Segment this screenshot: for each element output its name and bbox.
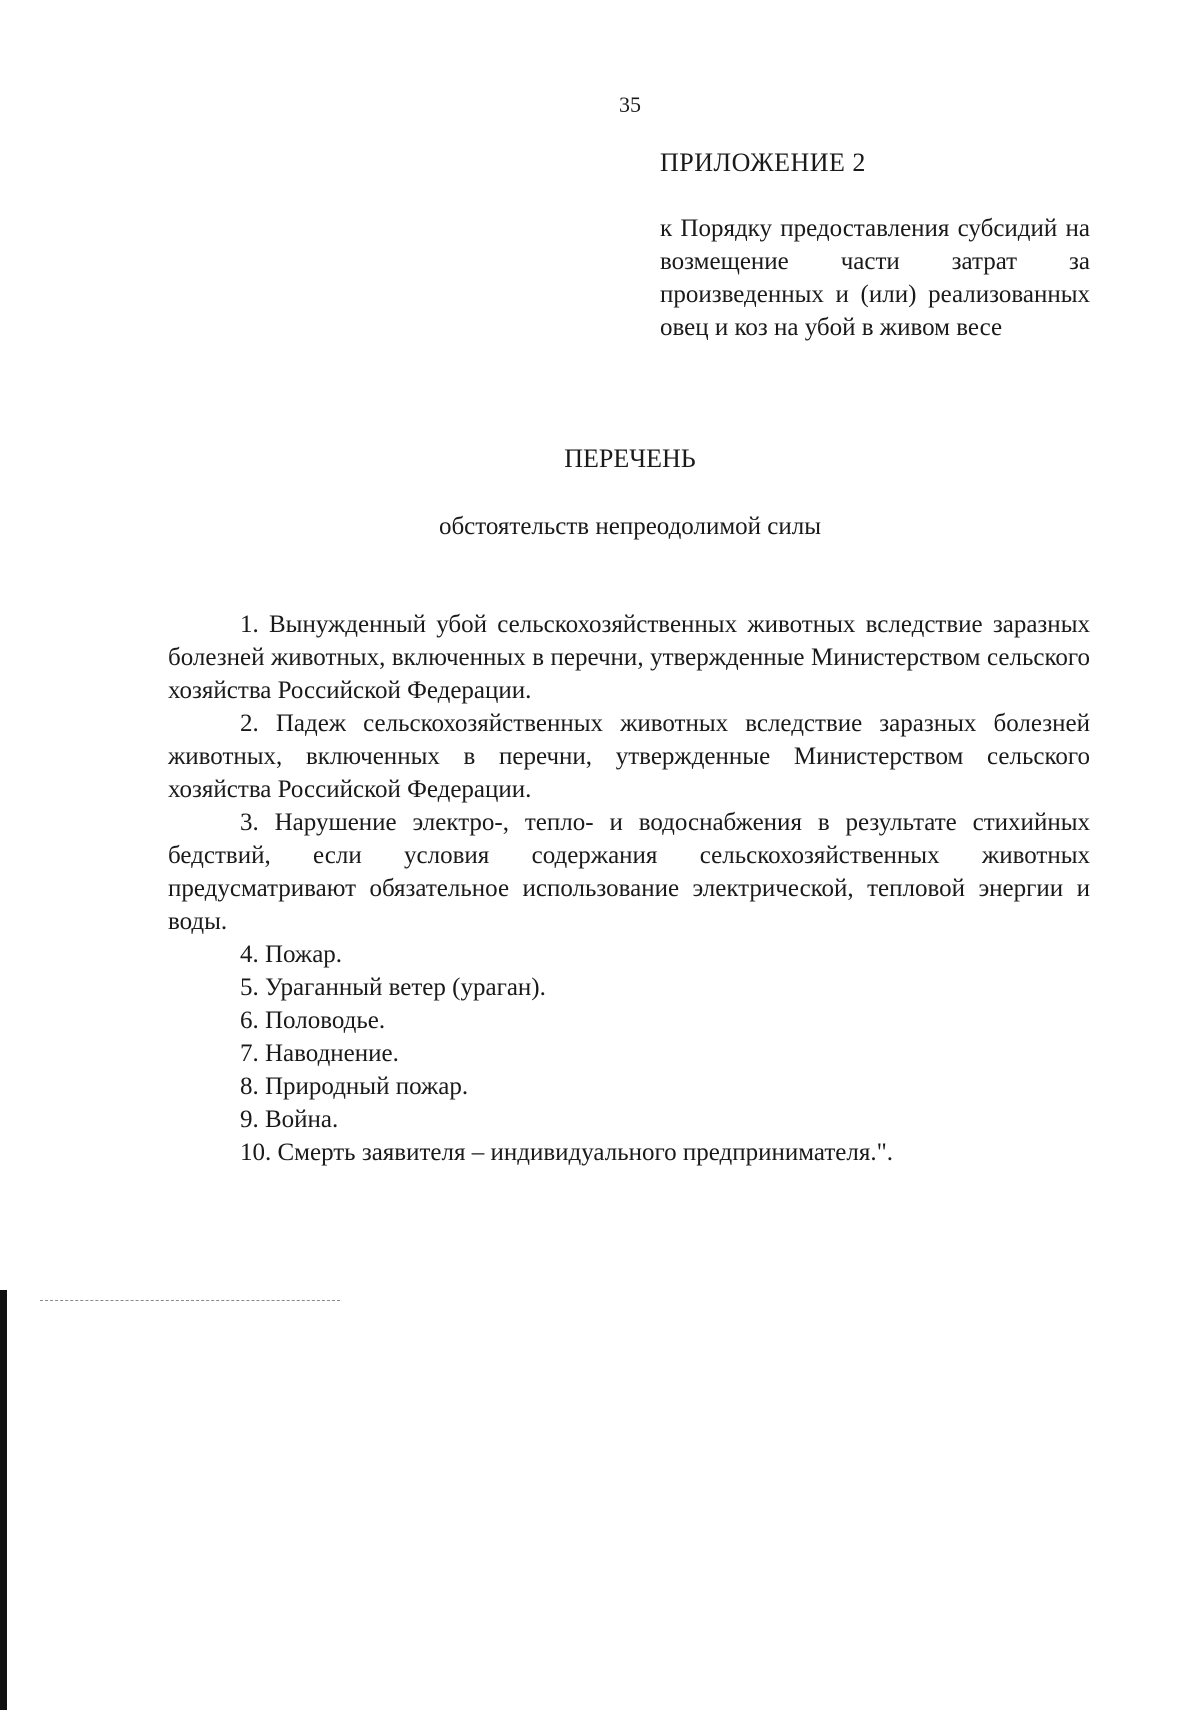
list-item: 1. Вынужденный убой сельскохозяйственных животных вследствие заразных болезней животных, включенных в перечни, утвержденные Министерством сельского хозяйства Российской Федерации. [168,611,1090,704]
appendix-title: ПРИЛОЖЕНИЕ 2 [660,148,866,177]
list-body [168,608,1090,1169]
list-item: 10. Смерть заявителя – индивидуального предпринимателя.". [240,1139,894,1166]
list-item: 8. Природный пожар. [240,1073,469,1100]
list-item: 4. Пожар. [240,941,343,968]
page-number: 35 [619,92,641,117]
list-item: 5. Ураганный ветер (ураган). [240,974,546,1001]
list-item: 7. Наводнение. [240,1040,399,1067]
list-title: ПЕРЕЧЕНЬ [564,444,696,473]
list-subtitle: обстоятельств непреодолимой силы [438,513,822,540]
list-item: 3. Нарушение электро-, тепло- и водоснабжения в результате стихийных бедствий, если условия содержания сельскохозяйственных животных предусматривают обязательное использование электрической, тепловой энергии и воды. [168,809,1090,935]
list-item: 9. Война. [240,1106,339,1133]
scan-artifact-line [40,1300,340,1301]
list-item: 6. Половодье. [240,1007,386,1034]
list-item: 2. Падеж сельскохозяйственных животных вследствие заразных болезней животных, включенных в перечни, утвержденные Министерством сельского хозяйства Российской Федерации. [168,710,1090,803]
appendix-reference: к Порядку предоставления субсидий на возмещение части затрат за произведенных и (или) реализованных овец и коз на убой в живом весе [660,215,1090,341]
scan-edge-shadow [0,1290,7,1710]
